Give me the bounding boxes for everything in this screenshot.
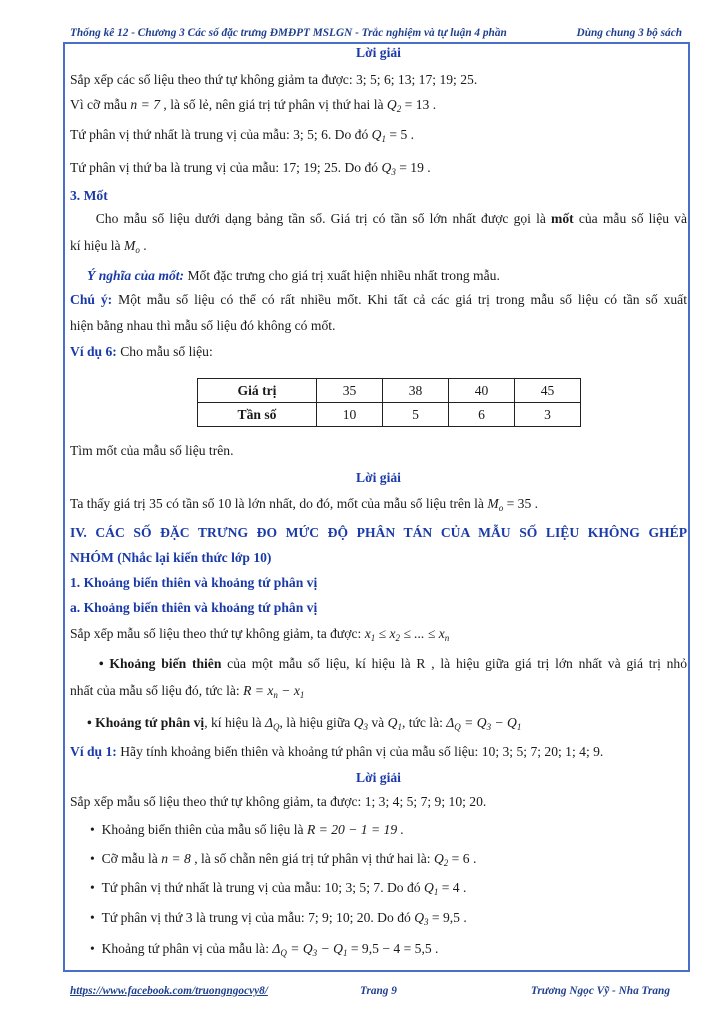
bullet-line: • Khoảng biến thiên của mẫu số liệu là R = 20 − 1 = 19 .	[90, 822, 404, 837]
header-right: Dùng chung 3 bộ sách	[576, 27, 682, 39]
bullet-line: • Khoảng tứ phân vị của mẫu là: $\Delta_Q = Q_3 - Q_1 = 9,5 - 4 = 5,5$ .	[90, 941, 439, 958]
bullet-line: • Tứ phân vị thứ nhất là trung vị của mẫu: 10; 3; 5; 7. Do đó $Q_1 = 4$ .	[90, 880, 467, 897]
table-cell: 6	[449, 403, 515, 427]
solution-title: Lời giải	[356, 770, 401, 785]
table-header-cell: Tần số	[198, 403, 317, 427]
solution-title: Lời giải	[356, 470, 401, 485]
paragraph-line: Cho mẫu số liệu dưới dạng bảng tần số. Giá trị có tần số lớn nhất được gọi là mốt của mẫu số liệu và	[95, 211, 687, 226]
table-cell: 40	[449, 379, 515, 403]
text-line: Sắp xếp mẫu số liệu theo thứ tự không giảm, ta được: $x_1 \le x_2$ ≤ ... ≤ $x_n$	[70, 626, 450, 643]
text-line: Tứ phân vị thứ ba là trung vị của mẫu: 17; 19; 25. Do đó $Q_3 = 19$ .	[70, 160, 431, 177]
table-row	[198, 379, 581, 403]
section-heading: 3. Mốt	[70, 188, 108, 203]
solution-title: Lời giải	[356, 45, 401, 60]
question-line: Tìm mốt của mẫu số liệu trên.	[70, 443, 234, 458]
text-line: Vì cỡ mẫu n = 7 , là số lẻ, nên giá trị tứ phân vị thứ hai là $Q_2 = 13$ .	[70, 97, 437, 114]
frequency-table	[197, 378, 581, 427]
paragraph-line: hiện bằng nhau thì mẫu số liệu đó không có mốt.	[70, 318, 336, 333]
table-cell: 35	[317, 379, 383, 403]
footer-author: Trương Ngọc Vỹ - Nha Trang	[530, 985, 670, 997]
table-header-cell: Giá trị	[198, 379, 317, 403]
bullet-line: • Khoảng tứ phân vị, kí hiệu là $\Delta_Q$, là hiệu giữa $Q_3$ và $Q_1$, tức là: $\Delta_Q = Q_3 - Q_1$	[87, 715, 522, 732]
paragraph-line: Chú ý: Một mẫu số liệu có thể có rất nhiều mốt. Khi tất cả các giá trị trong mẫu số liệu có tần số xuất	[70, 292, 687, 307]
section-heading: NHÓM (Nhắc lại kiến thức lớp 10)	[70, 550, 272, 565]
table-cell: 45	[515, 379, 581, 403]
text-line: Sắp xếp các số liệu theo thứ tự không giảm ta được: 3; 5; 6; 13; 17; 19; 25.	[70, 72, 478, 87]
table-cell: 3	[515, 403, 581, 427]
header-title: Thống kê 12 - Chương 3 Các số đặc trưng ĐMĐPT MSLGN - Trắc nghiệm và tự luận 4 phần	[70, 27, 507, 39]
text-line: Sắp xếp mẫu số liệu theo thứ tự không giảm, ta được: 1; 3; 4; 5; 7; 9; 10; 20.	[70, 794, 487, 809]
example-line: Ví dụ 1: Hãy tính khoảng biến thiên và khoảng tứ phân vị của mẫu số liệu: 10; 3; 5; 7; 20; 1; 4; 9.	[70, 744, 604, 759]
page-footer	[70, 985, 682, 997]
subsection-heading: 1. Khoảng biến thiên và khoảng tứ phân vị	[70, 575, 318, 590]
page-header	[70, 27, 682, 39]
section-heading: IV. CÁC SỐ ĐẶC TRƯNG ĐO MỨC ĐỘ PHÂN TÁN CỦA MẪU SỐ LIỆU KHÔNG GHÉP	[70, 525, 687, 540]
table-cell: 5	[383, 403, 449, 427]
table-row	[198, 403, 581, 427]
bullet-line: • Cỡ mẫu là n = 8 , là số chẵn nên giá trị tứ phân vị thứ hai là: $Q_2 = 6$ .	[90, 851, 477, 868]
footer-link[interactable]: https://www.facebook.com/truongngocvy8/	[70, 985, 268, 997]
text-line: nhất của mẫu số liệu đó, tức là: $R = x_n - x_1$	[70, 683, 305, 700]
table-cell: 38	[383, 379, 449, 403]
bullet-line: • Khoảng biến thiên của một mẫu số liệu, kí hiệu là R , là hiệu giữa giá trị lớn nhất và giá trị nhỏ	[98, 656, 688, 671]
example-line: Ví dụ 6: Cho mẫu số liệu:	[70, 344, 213, 359]
page-number: Trang 9	[360, 985, 397, 997]
text-line: Tứ phân vị thứ nhất là trung vị của mẫu: 3; 5; 6. Do đó $Q_1 = 5$ .	[70, 127, 415, 144]
paragraph-line: Ý nghĩa của mốt: Mốt đặc trưng cho giá trị xuất hiện nhiều nhất trong mẫu.	[87, 268, 500, 283]
table-cell: 10	[317, 403, 383, 427]
paragraph-line: kí hiệu là $M_o$ .	[70, 238, 147, 255]
text-line: Ta thấy giá trị 35 có tần số 10 là lớn nhất, do đó, mốt của mẫu số liệu trên là $M_o = 35$ .	[70, 496, 539, 513]
bullet-line: • Tứ phân vị thứ 3 là trung vị của mẫu: 7; 9; 10; 20. Do đó $Q_3 = 9,5$ .	[90, 910, 467, 927]
subsection-heading: a. Khoảng biến thiên và khoảng tứ phân vị	[70, 600, 318, 615]
